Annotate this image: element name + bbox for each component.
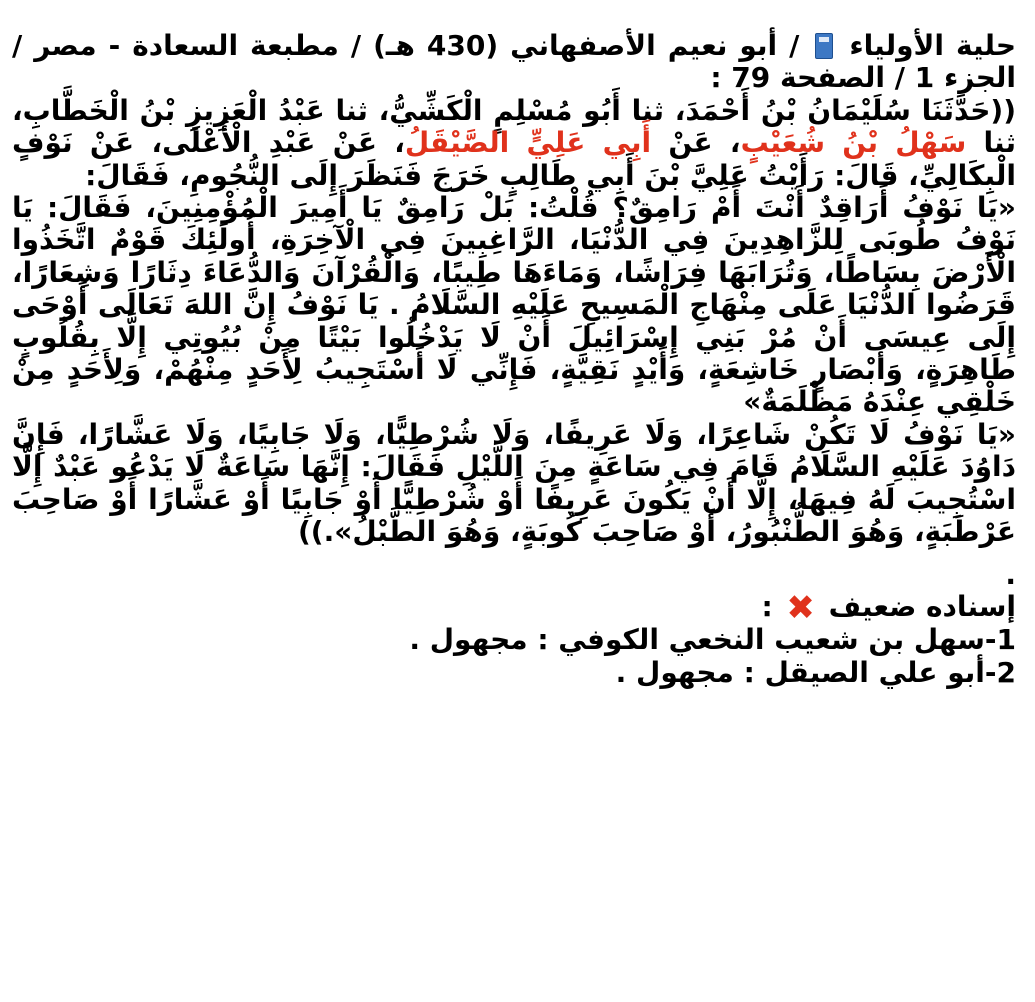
citation-details: / أبو نعيم الأصفهاني (430 هـ) / مطبعة السعادة - مصر / الجزء 1 / الصفحة 79 : [12, 29, 1016, 95]
isnad-end: ، عَنْ عَبْدِ الْأَعْلَى، عَنْ نَوْفٍ الْبِكَالِيِّ، قَالَ: رَأَيْتُ عَلِيَّ بْنَ أَبِي طَالِبٍ خَرَجَ فَنَظَرَ إِلَى النُّجُومِ، فَقَالَ: [12, 126, 1016, 192]
source-citation [12, 30, 1016, 95]
verdict-colon: : [761, 589, 773, 623]
book-title: حلية الأولياء [849, 29, 1016, 62]
book-icon [815, 33, 833, 59]
verdict-line [12, 587, 1016, 628]
isnad-mid: ، عَنْ [668, 126, 741, 160]
highlighted-narrator-sahl: سَهْلُ بْنُ شُعَيْبٍ [740, 126, 967, 160]
isnad-paragraph [12, 95, 1016, 192]
note-1: 1-سهل بن شعيب النخعي الكوفي : مجهول . [409, 623, 1016, 657]
document-body [12, 30, 1016, 689]
matn-paragraph-2: «يَا نَوْفُ لَا تَكُنْ شَاعِرًا، وَلَا عَرِيفًا، وَلَا شُرْطِيًّا، وَلَا جَابِيًا، وَلَا عَشَّارًا، فَإِنَّ دَاوُدَ عَلَيْهِ السَّلَامُ قَامَ فِي سَاعَةٍ مِنَ اللَّيْلِ فَقَالَ: إِنَّهَا سَاعَةٌ لَا يَدْعُو عَبْدٌ إِلَّا اسْتُجِيبَ لَهُ فِيهَا، إِلَّا أَنْ يَكُونَ عَرِيفًا أَوْ شُرْطِيًّا أَوْ جَابِيًا أَوْ عَشَّارًا أَوْ صَاحِبَ عَرْطَبَةٍ، وَهُوَ الطُّنْبُورُ، أَوْ صَاحِبَ كُوبَةٍ، وَهُوَ الطَّبْلُ».)) [12, 417, 1016, 549]
separator-dot: . [1005, 557, 1016, 591]
note-2: 2-أبو علي الصيقل : مجهول . [615, 655, 1016, 689]
matn-paragraph-1: «يَا نَوْفُ أَرَاقِدٌ أَنْتَ أَمْ رَامِقٌ؟ قُلْتُ: بَلْ رَامِقٌ يَا أَمِيرَ الْمُؤْمِنِينَ، فَقَالَ: يَا نَوْفُ طُوبَى لِلزَّاهِدِينَ فِي الدُّنْيَا، الرَّاغِبِينَ فِي الْآخِرَةِ، أُولَئِكَ قَوْمٌ اتَّخَذُوا الْأَرْضَ بِسَاطًا، وَتُرَابَهَا فِرَاشًا، وَمَاءَهَا طِيبًا، وَالْقُرْآنَ وَالدُّعَاءَ دِثَارًا وَشِعَارًا، قَرَضُوا الدُّنْيَا عَلَى مِنْهَاجِ الْمَسِيحِ عَلَيْهِ السَّلَامُ . يَا نَوْفُ إِنَّ اللهَ تَعَالَى أَوْحَى إِلَى عِيسَى أَنْ مُرْ بَنِي إِسْرَائِيلَ أَنْ لَا يَدْخُلُوا بَيْتًا مِنْ بُيُوتِي إِلَّا بِقُلُوبٍ طَاهِرَةٍ، وَأَبْصَارٍ خَاشِعَةٍ، وَأَيْدٍ نَقِيَّةٍ، فَإِنِّي لَا أَسْتَجِيبُ لِأَحَدٍ مِنْهُمْ، وَلِأَحَدٍ مِنْ خَلْقِي عِنْدَهُ مَظْلَمَةٌ» [12, 191, 1016, 419]
isnad-intro: ((حَدَّثَنَا سُلَيْمَانُ بْنُ أَحْمَدَ، ثنا أَبُو مُسْلِمٍ الْكَشِّيُّ، ثنا عَبْدُ الْعَزِيزِ بْنُ الْخَطَّابِ، ثنا [12, 93, 1016, 160]
verdict-label: إسناده ضعيف [828, 589, 1016, 623]
cross-mark-icon: ✖ [786, 587, 815, 628]
highlighted-narrator-abu-ali: أَبِي عَلِيٍّ الصَّيْقَلُ [404, 126, 652, 160]
